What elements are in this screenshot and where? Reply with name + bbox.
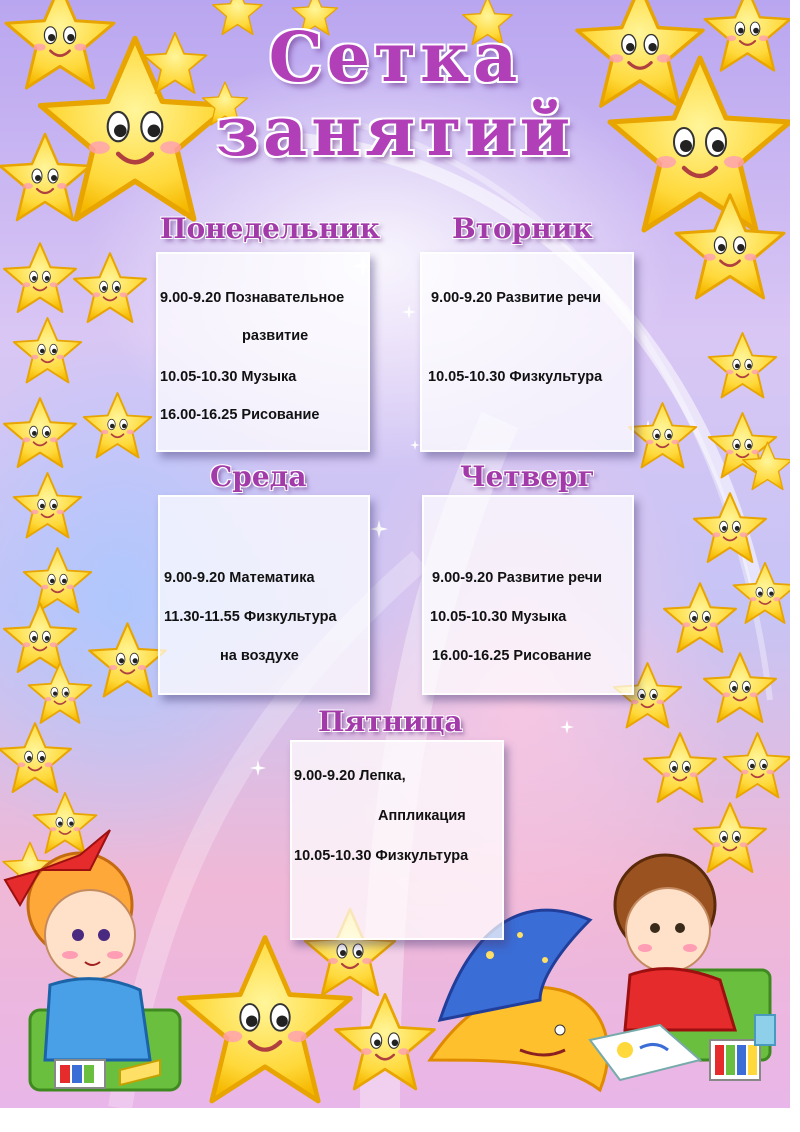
lesson-friday-2: Аппликация bbox=[378, 808, 466, 824]
lesson-thursday-1: 9.00-9.20 Развитие речи bbox=[432, 570, 603, 586]
boy-illustration bbox=[590, 855, 775, 1080]
day-heading-tuesday: Вторник bbox=[452, 212, 593, 245]
lesson-monday-3: 10.05-10.30 Музыка bbox=[160, 369, 297, 385]
lesson-wednesday-1: 9.00-9.20 Математика bbox=[164, 570, 315, 586]
day-heading-wednesday: Среда bbox=[210, 460, 307, 493]
lesson-friday-1: 9.00-9.20 Лепка, bbox=[294, 768, 406, 784]
lesson-friday-3: 10.05-10.30 Физкультура bbox=[294, 848, 469, 864]
lesson-monday-4: 16.00-16.25 Рисование bbox=[160, 407, 320, 423]
title-line-2: занятий bbox=[215, 92, 575, 172]
lesson-wednesday-3: на воздухе bbox=[220, 648, 299, 664]
day-heading-monday: Понедельник bbox=[160, 212, 381, 245]
lesson-thursday-2: 10.05-10.30 Музыка bbox=[430, 609, 567, 625]
title-line-1: Сетка bbox=[268, 18, 522, 98]
lesson-thursday-3: 16.00-16.25 Рисование bbox=[432, 648, 592, 664]
lesson-monday-1: 9.00-9.20 Познавательное bbox=[160, 290, 345, 306]
day-heading-thursday: Четверг bbox=[460, 460, 595, 493]
lesson-monday-2: развитие bbox=[242, 328, 309, 344]
schedule-card-thursday bbox=[422, 495, 634, 695]
day-heading-friday: Пятница bbox=[318, 705, 463, 738]
lesson-tuesday-1: 9.00-9.20 Развитие речи bbox=[431, 290, 602, 306]
schedule-card-wednesday bbox=[158, 495, 370, 695]
schedule-card-tuesday bbox=[420, 252, 634, 452]
lesson-tuesday-2: 10.05-10.30 Физкультура bbox=[428, 369, 603, 385]
lesson-wednesday-2: 11.30-11.55 Физкультура bbox=[164, 609, 337, 625]
